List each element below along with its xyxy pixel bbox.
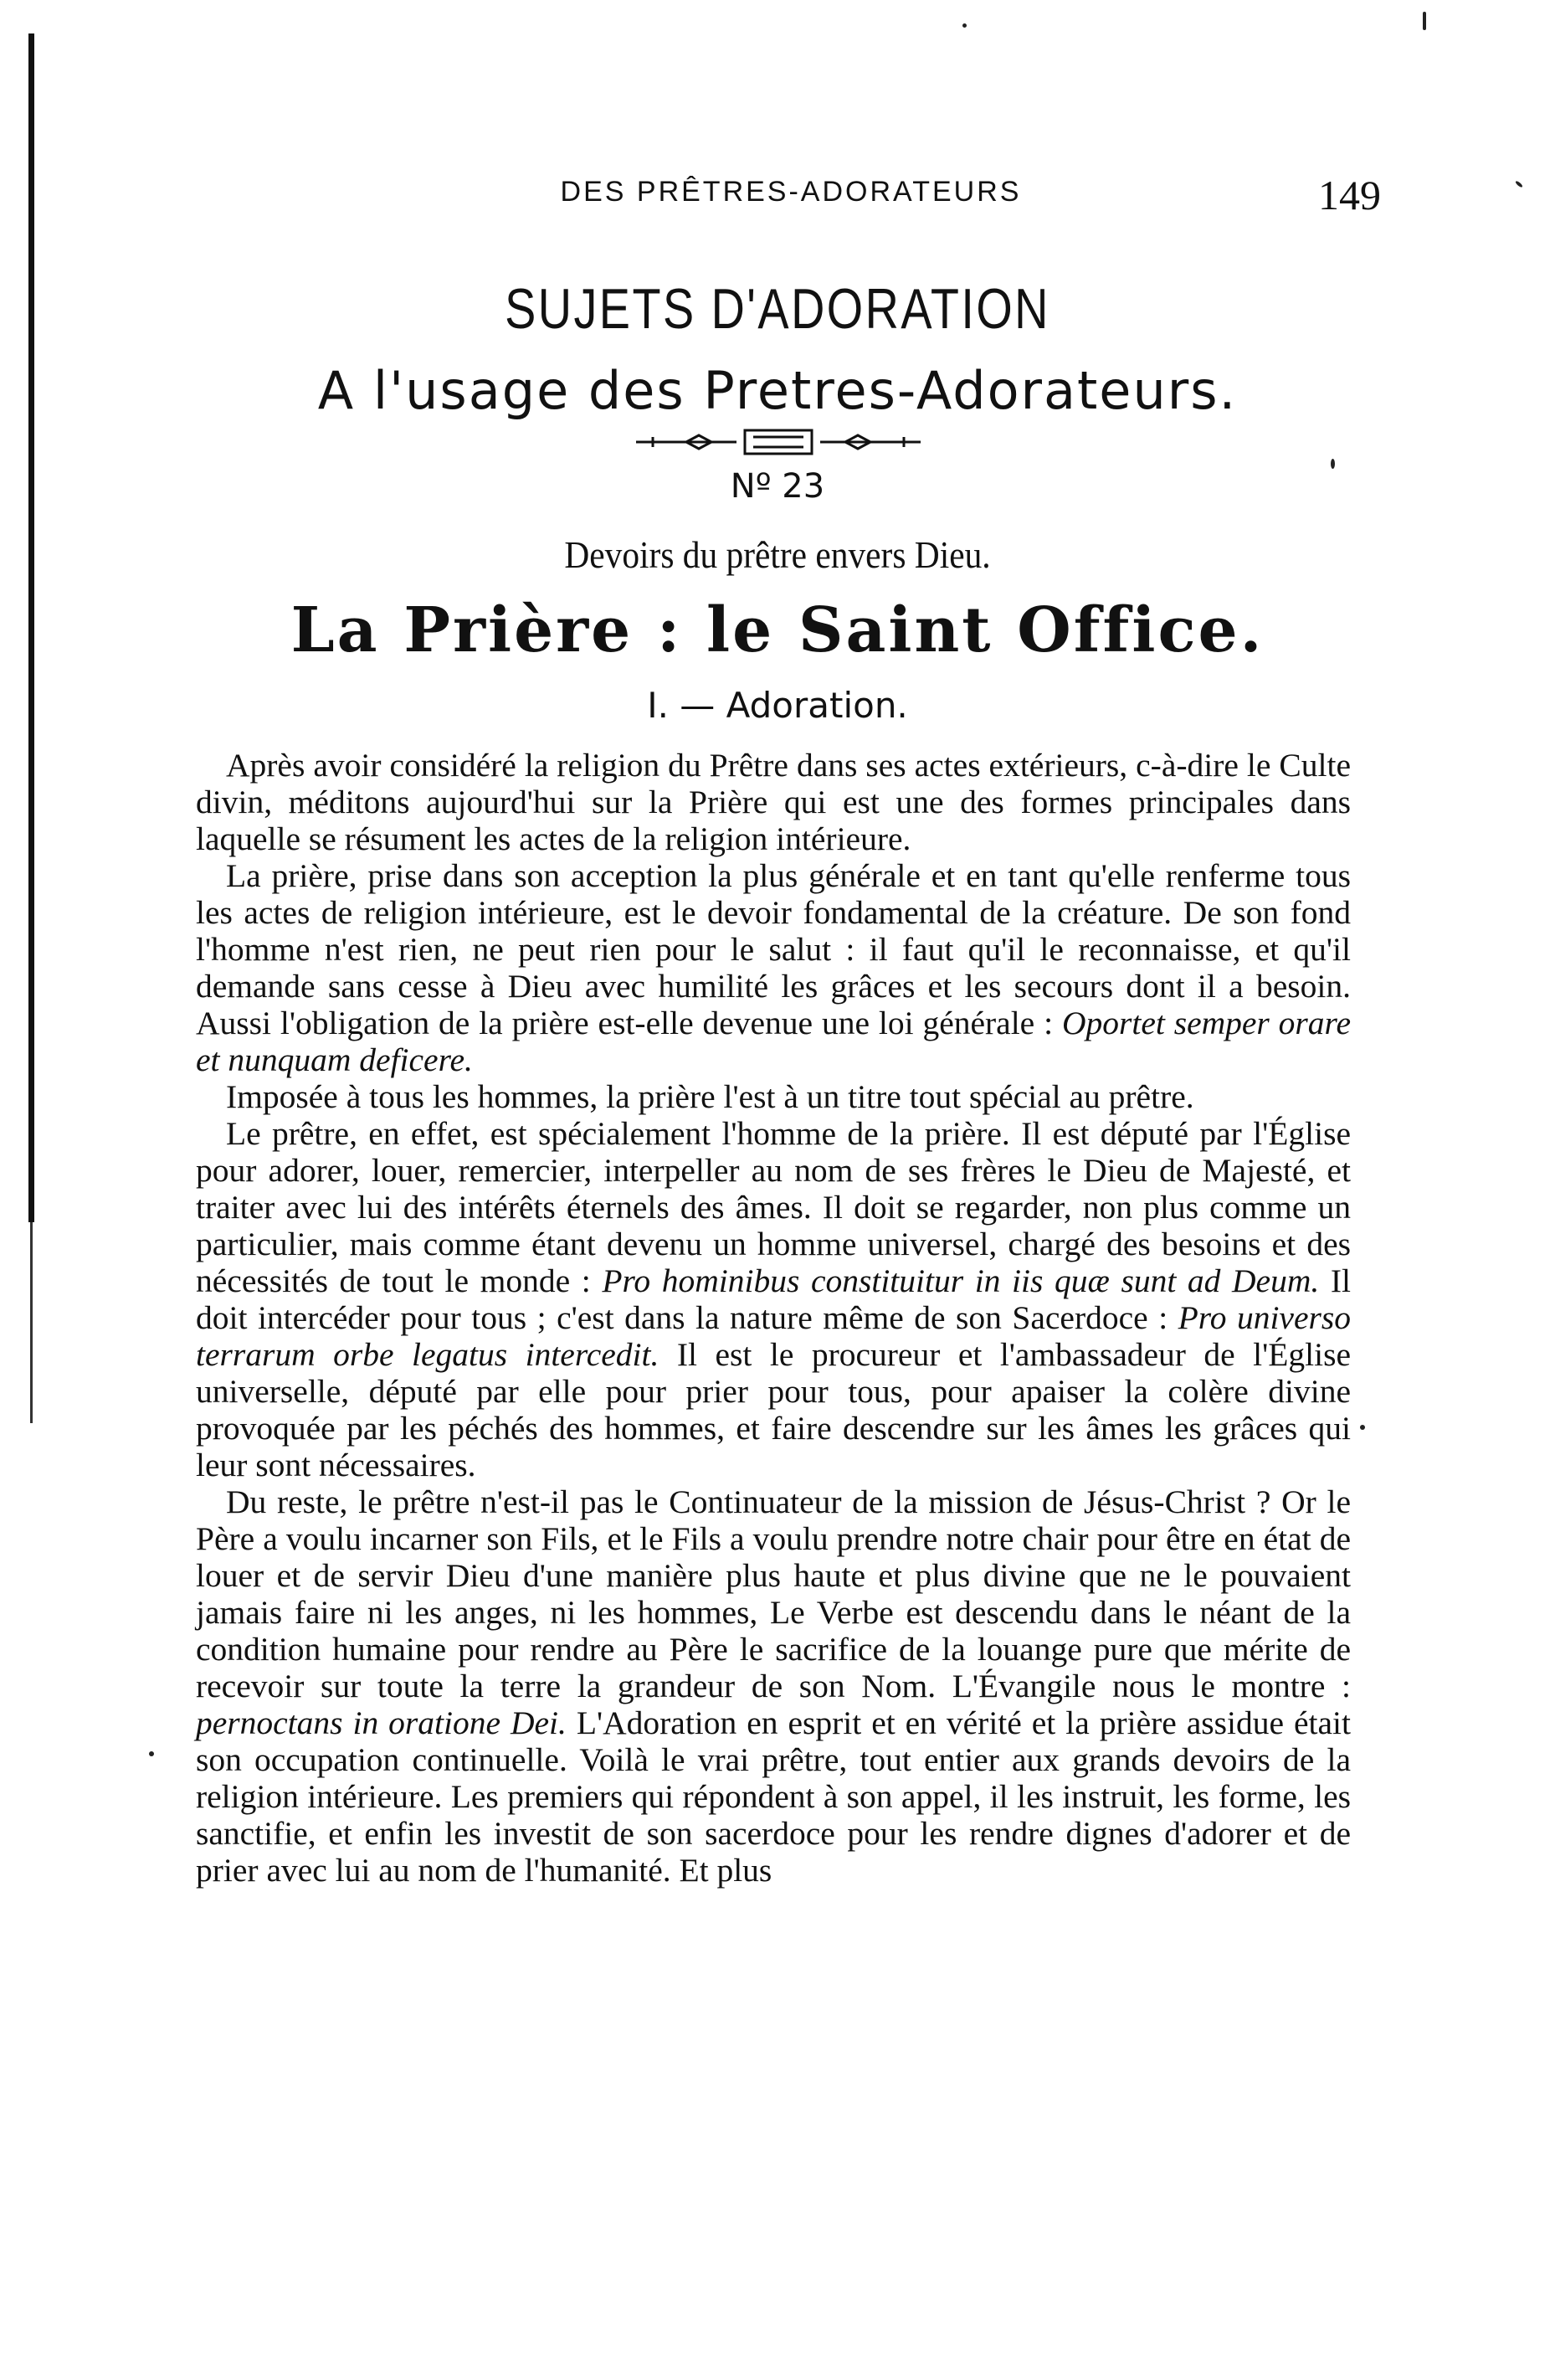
scan-speck — [962, 23, 967, 28]
latin-quote: pernoctans in oratione Dei. — [196, 1704, 567, 1741]
ornament-divider — [636, 425, 921, 459]
page-subtitle: A l'usage des Pretres-Adorateurs. — [317, 360, 1238, 421]
page-title: SUJETS D'ADORATION — [505, 277, 1050, 341]
running-title: DES PRÊTRES-ADORATEURS — [560, 176, 1022, 208]
paragraph: Imposée à tous les hommes, la prière l'est à un titre tout spécial au prêtre. — [226, 1078, 1194, 1115]
paragraph: Du reste, le prêtre n'est-il pas le Continuateur de la mission de Jésus-Christ ? Or le Père a voulu incarner son Fils, et le Fils a voulu prendre notre chair pour être en état de louer et de servir Dieu d'une manière plus haute et plus divine que ne le pouvaient jamais faire ni les anges, ni les hommes, Le Verbe est descendu dans le néant de la condition humaine pour rendre au Père le sacrifice de la louange pure que mérite de recevoir sur toute la terre la grandeur de son Nom. L'Évangile nous le montre : pernoctans in oratione Dei. L'Adoration en esprit et en vérité et la prière assidue était son occupation continuelle. Voilà le vrai prêtre, tout entier aux grands devoirs de la religion intérieure. Les premiers qui répondent à son appel, il les instruit, les forme, les sanctifie, et enfin les investit de son sacerdoce pour les rendre dignes d'adorer et de prier avec lui au nom de l'humanité. Et plus — [196, 1483, 1351, 1889]
article-subject: Devoirs du prêtre envers Dieu. — [564, 533, 991, 576]
latin-quote: Pro hominibus constituitur in iis quæ sunt ad Deum. — [602, 1262, 1320, 1299]
article-number: Nº 23 — [730, 467, 825, 506]
scan-speck — [1423, 12, 1426, 30]
section-heading: I. — Adoration. — [647, 685, 908, 726]
latin-quote: Oportet semper orare et nunquam deficere. — [196, 1005, 1351, 1078]
body-text — [196, 747, 1351, 1889]
paragraph: Après avoir considéré la religion du Prêtre dans ses actes extérieurs, c-à-dire le Culte divin, méditons aujourd'hui sur la Prière qui est une des formes principales dans laquelle se résument les actes de la religion intérieure. — [196, 747, 1351, 857]
running-head — [192, 172, 1389, 226]
latin-quote: Pro universo terrarum orbe legatus intercedit. — [196, 1299, 1351, 1373]
scan-speck — [1515, 180, 1523, 188]
scan-speck — [1360, 1425, 1365, 1430]
article-heading: La Prière : le Saint Office. — [290, 594, 1265, 666]
paragraph: La prière, prise dans son acception la plus générale et en tant qu'elle renferme tous les actes de religion intérieure, est le devoir fondamental de la créature. De son fond l'homme n'est rien, ne peut rien pour le salut : il faut qu'il le reconnaisse, et qu'il demande sans cesse à Dieu avec humilité les grâces et les secours dont il a besoin. Aussi l'obligation de la prière est-elle devenue une loi générale : Oportet semper orare et nunquam deficere. — [196, 857, 1351, 1078]
binding-edge-rule-lower — [30, 1222, 33, 1423]
page-number: 149 — [1318, 172, 1381, 218]
paragraph: Le prêtre, en effet, est spécialement l'homme de la prière. Il est député par l'Église pour adorer, louer, remercier, interpeller au nom de ses frères le Dieu de Majesté, et traiter avec lui des intérêts éternels des âmes. Il doit se regarder, non plus comme un particulier, mais comme étant devenu un homme universel, chargé des besoins et des nécessités de tout le monde : Pro hominibus constituitur in iis quæ sunt ad Deum. Il doit intercéder pour tous ; c'est dans la nature même de son Sacerdoce : Pro universo terrarum orbe legatus intercedit. Il est le procureur et l'ambassadeur de l'Église universelle, député par elle pour prier pour tous, pour apaiser la colère divine provoquée par les péchés des hommes, et faire descendre sur les âmes les grâces qui leur sont nécessaires. — [196, 1115, 1351, 1483]
scan-speck — [149, 1751, 154, 1756]
